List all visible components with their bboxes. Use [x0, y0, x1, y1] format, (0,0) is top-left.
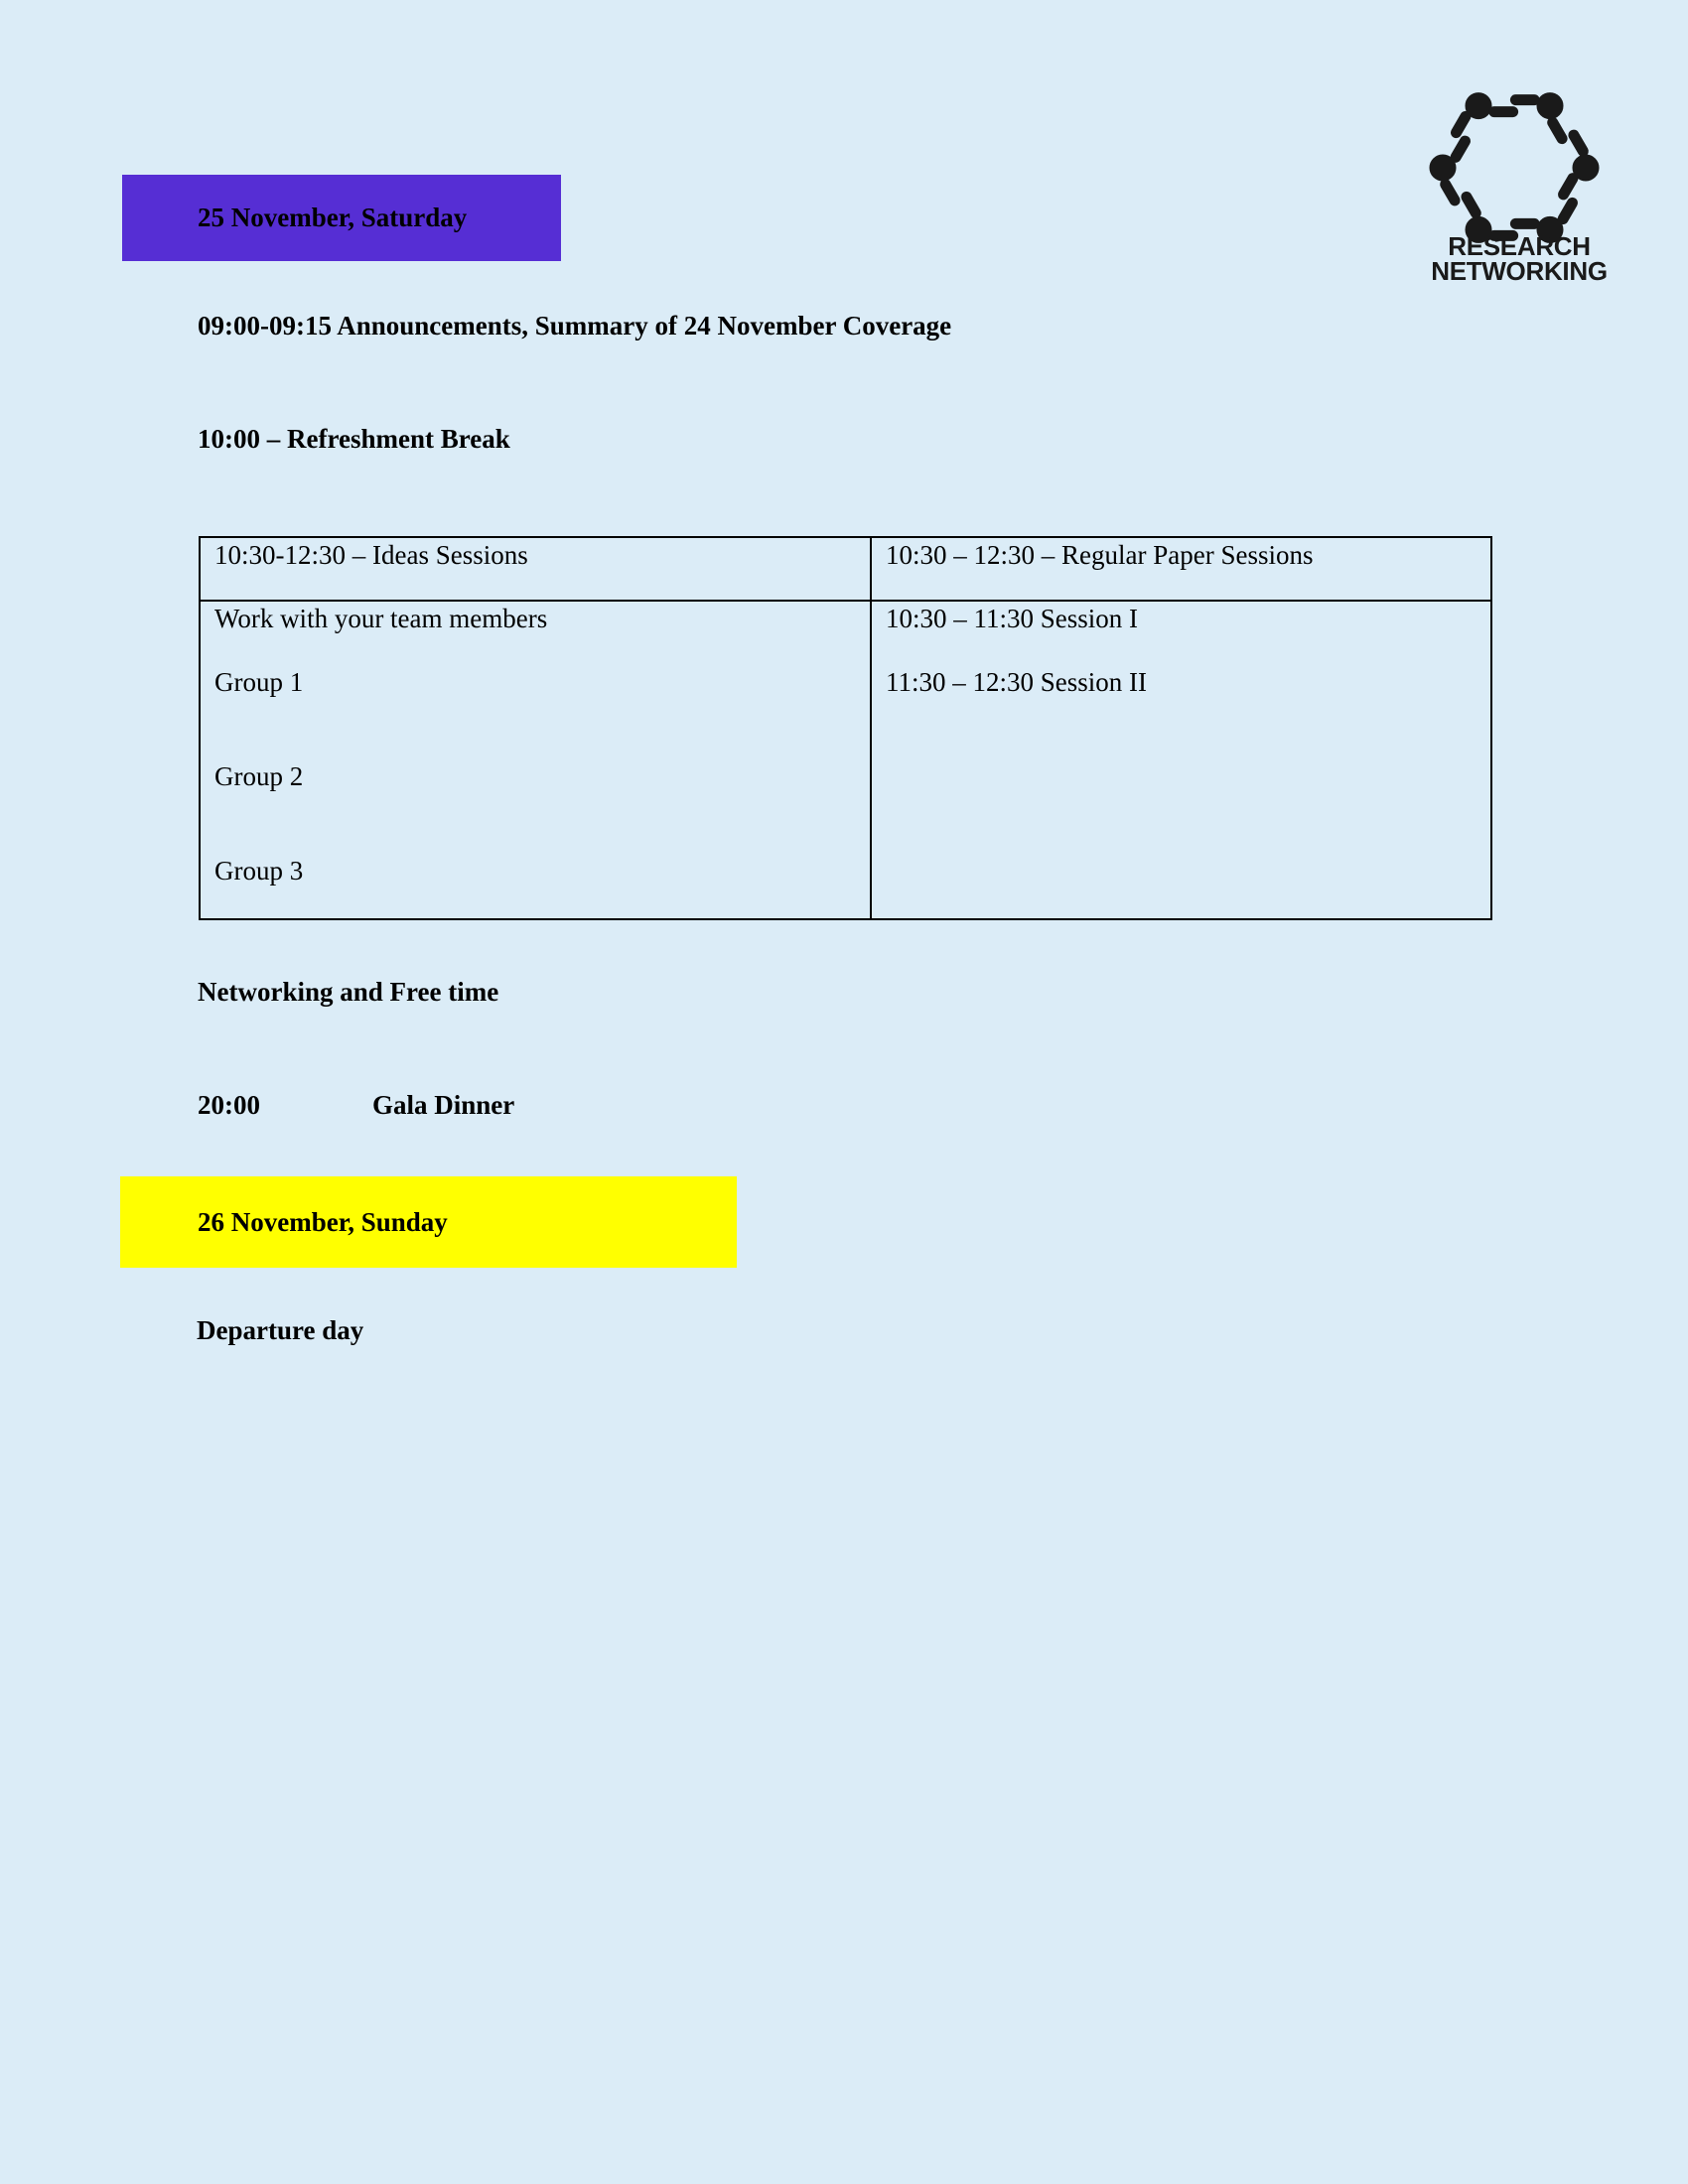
gala-time: 20:00	[198, 1090, 260, 1120]
logo-person-head	[1466, 93, 1491, 119]
logo-person-limb	[1564, 179, 1573, 195]
logo-text-line2: NETWORKING	[1431, 256, 1608, 286]
group-3-line: Group 3	[214, 856, 304, 886]
day2-heading: 26 November, Sunday	[198, 1206, 448, 1237]
table-body-row	[200, 601, 1491, 919]
day1-heading: 25 November, Saturday	[198, 203, 468, 232]
logo-person-limb	[1457, 116, 1466, 132]
networking-line: Networking and Free time	[198, 977, 499, 1007]
logo-person-head	[1537, 93, 1563, 119]
logo-text	[1405, 231, 1633, 286]
departure-line: Departure day	[197, 1315, 364, 1345]
logo-text-line1: RESEARCH	[1448, 231, 1591, 261]
session-1-line: 10:30 – 11:30 Session I	[886, 604, 1139, 633]
announcements-line: 09:00-09:15 Announcements, Summary of 24 November Coverage	[198, 311, 952, 341]
logo-person-limb	[1446, 185, 1455, 201]
ideas-sessions-header: 10:30-12:30 – Ideas Sessions	[200, 537, 871, 601]
day1-banner	[122, 175, 561, 261]
logo-person-limb	[1574, 135, 1583, 151]
sessions-table	[199, 536, 1492, 920]
logo-person-limb	[1456, 141, 1465, 157]
session-2-line: 11:30 – 12:30 Session II	[886, 667, 1147, 697]
logo-person-limb	[1563, 203, 1572, 218]
regular-paper-sessions-header: 10:30 – 12:30 – Regular Paper Sessions	[871, 537, 1491, 601]
group-2-line: Group 2	[214, 761, 304, 791]
regular-sessions-cell	[871, 601, 1491, 919]
table-header-row	[200, 537, 1491, 601]
group-1-line: Group 1	[214, 667, 304, 697]
team-members-line: Work with your team members	[214, 604, 548, 633]
ideas-sessions-cell	[200, 601, 871, 919]
refreshment-break-line: 10:00 – Refreshment Break	[198, 424, 510, 454]
logo-person-limb	[1553, 122, 1562, 138]
day2-banner	[120, 1176, 737, 1268]
logo-person-limb	[1467, 197, 1476, 212]
gala-dinner-label: Gala Dinner	[372, 1090, 515, 1120]
